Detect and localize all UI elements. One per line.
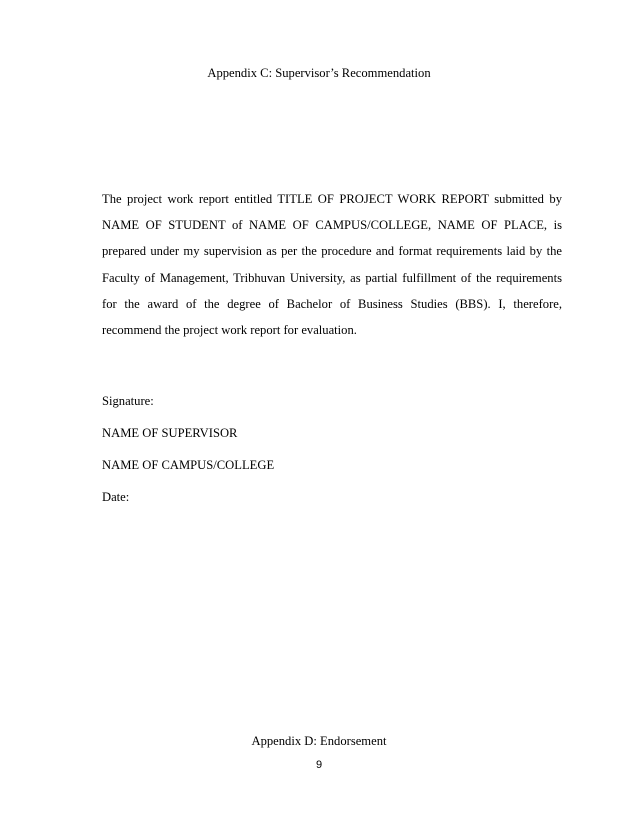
appendix-c-title: Appendix C: Supervisor’s Recommendation xyxy=(207,66,431,80)
signature-label: Signature: xyxy=(102,394,154,408)
page-number: 9 xyxy=(315,759,323,771)
supervisor-name: NAME OF SUPERVISOR xyxy=(102,426,238,440)
campus-name: NAME OF CAMPUS/COLLEGE xyxy=(102,458,275,472)
appendix-d-title: Appendix D: Endorsement xyxy=(251,734,387,748)
date-label: Date: xyxy=(102,490,130,504)
recommendation-paragraph: The project work report entitled TITLE OF PROJECT WORK REPORT submitted by NAME OF STUDENT of NAME OF CAMPUS/COLLEGE, NAME OF PLACE, is prepared under my supervision as per the procedure and format requirements laid by the Faculty of Management, Tribhuvan University, as partial fulfillment of the requirements for the award of the degree of Bachelor of Business Studies (BBS). I, therefore, recommend the project work report for evaluation. xyxy=(102,192,562,338)
